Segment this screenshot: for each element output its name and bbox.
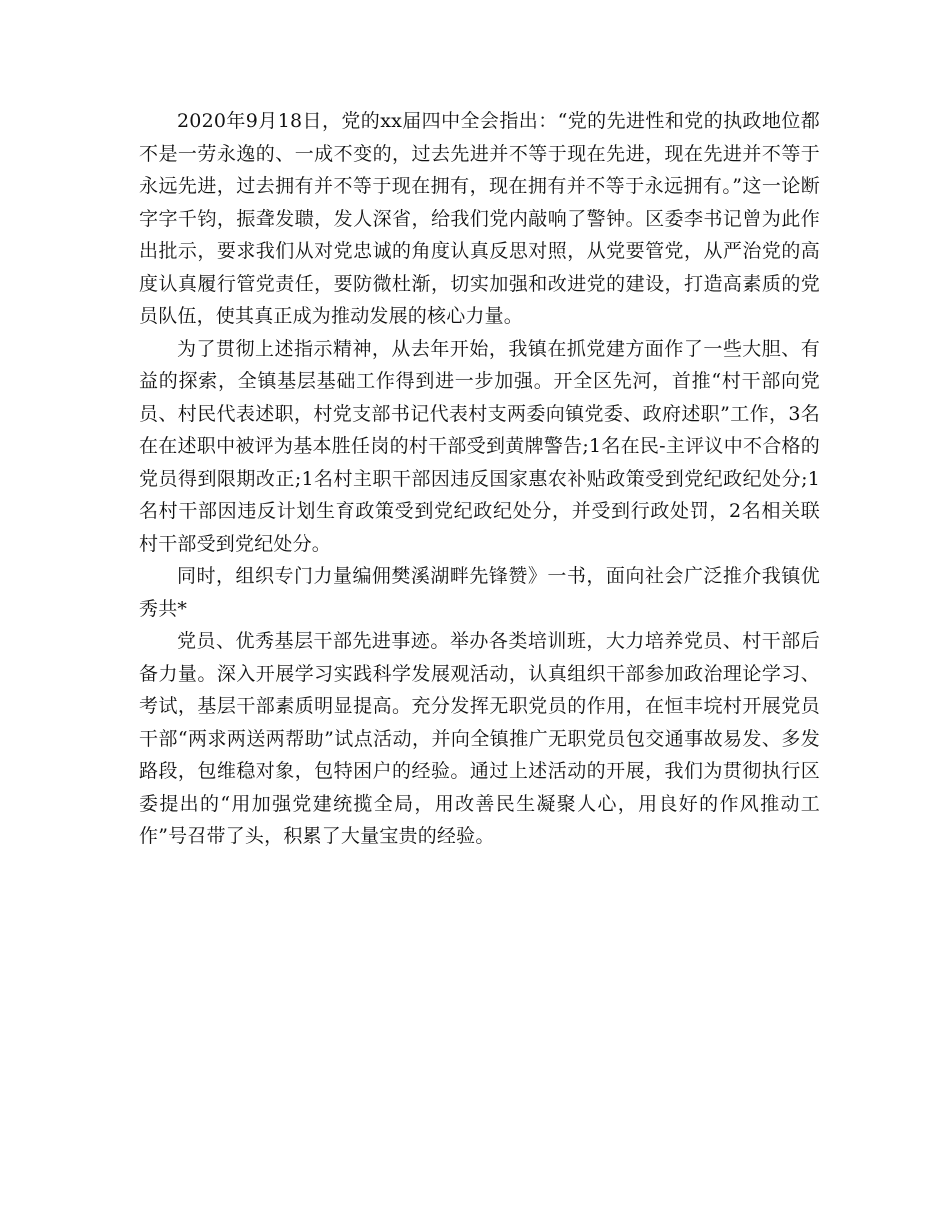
paragraph: 同时，组织专门力量编佣樊溪湖畔先锋赞》一书，面向社会广泛推介我镇优秀共* xyxy=(139,565,820,620)
paragraph: 2020年9月18日，党的xx届四中全会指出：“党的先进性和党的执政地位都不是一劳永逸的、一成不变的，过去先进并不等于现在先进，现在先进并不等于永远先进，过去拥有并不等于现在拥有，现在拥有并不等于永远拥有。”这一论断字字千钧，振聋发聩，发人深省，给我们党内敲响了警钟。区委李书记曾为此作出批示，要求我们从对党忠诚的角度认真反思对照，从党要管党，从严治党的高度认真履行管党责任，要防微杜渐，切实加强和改进党的建设，打造高素质的党员队伍，使其真正成为推动发展的核心力量。 xyxy=(139,110,820,327)
paragraph: 为了贯彻上述指示精神，从去年开始，我镇在抓党建方面作了一些大胆、有益的探索，全镇基层基础工作得到进一步加强。开全区先河，首推“村干部向党员、村民代表述职，村党支部书记代表村支两委向镇党委、政府述职”工作，3名在在述职中被评为基本胜任岗的村干部受到黄牌警告;1名在民-主评议中不合格的党员得到限期改正;1名村主职干部因违反国家惠农补贴政策受到党纪政纪处分;1名村干部因违反计划生育政策受到党纪政纪处分，并受到行政处罚，2名相关联村干部受到党纪处分。 xyxy=(139,337,820,555)
paragraph: 党员、优秀基层干部先进事迹。举办各类培训班，大力培养党员、村干部后备力量。深入开展学习实践科学发展观活动，认真组织干部参加政治理论学习、考试，基层干部素质明显提高。充分发挥无职党员的作用，在恒丰垸村开展党员干部“两求两送两帮助”试点活动，并向全镇推广无职党员包交通事故易发、多发路段，包维稳对象，包特困户的经验。通过上述活动的开展，我们为贯彻执行区委提出的“用加强党建统揽全局，用改善民生凝聚人心，用良好的作风推动工作”号召带了头，积累了大量宝贵的经验。 xyxy=(139,630,820,847)
document-body xyxy=(139,105,820,853)
